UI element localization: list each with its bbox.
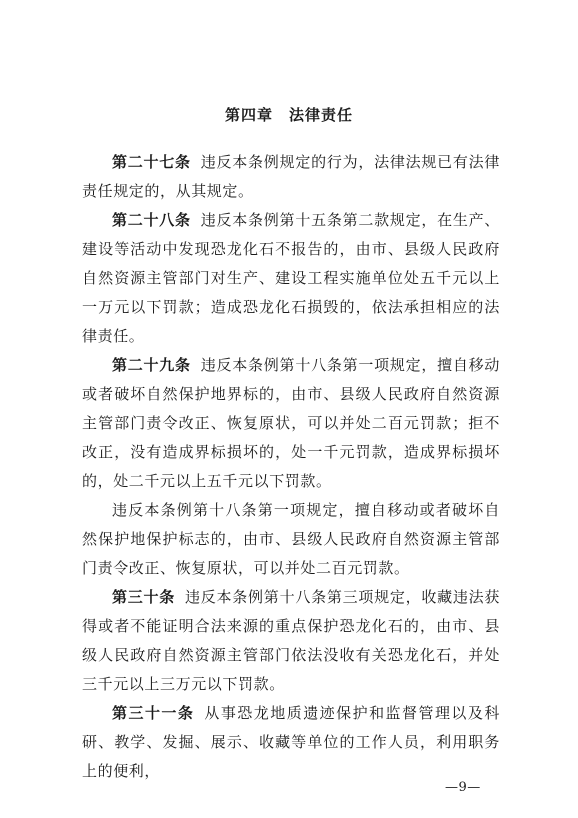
article-number: 第二十七条 [112,153,191,171]
paragraph-article-28 [82,206,500,351]
paragraph-article-27 [82,148,500,206]
article-text: 违反本条例第十五条第二款规定，在生产、建设等活动中发现恐龙化石不报告的，由市、县级人民政府自然资源主管部门对生产、建设工程实施单位处五千元以上一万元以下罚款；造成恐龙化石损毁的，依法承担相应的法律责任。 [82,211,500,345]
article-number: 第三十条 [112,588,176,606]
article-text: 违反本条例第十八条第一项规定，擅自移动或者破坏自然保护地保护标志的，由市、县级人民政府自然资源主管部门责令改正、恢复原状，可以并处二百元罚款。 [82,501,500,577]
article-number: 第二十九条 [112,356,191,374]
article-text: 违反本条例规定的行为，法律法规已有法律责任规定的，从其规定。 [82,153,500,200]
chapter-title: 第四章 法律责任 [224,106,353,124]
article-text: 违反本条例第十八条第三项规定，收藏违法获得或者不能证明合法来源的重点保护恐龙化石的，由市、县级人民政府自然资源主管部门依法没收有关恐龙化石，并处三千元以上三万元以下罚款。 [82,588,500,693]
article-text: 违反本条例第十八条第一项规定，擅自移动或者破坏自然保护地界标的，由市、县级人民政府自然资源主管部门责令改正、恢复原状，可以并处二百元罚款；拒不改正，没有造成界标损坏的，处一千元罚款，造成界标损坏的，处二千元以上五千元以下罚款。 [82,356,500,490]
page-number: —9— [445,780,481,795]
document-body [82,148,500,786]
article-text: 从事恐龙地质遗迹保护和监督管理以及科研、教学、发掘、展示、收藏等单位的工作人员，利用职务上的便利， [82,704,500,780]
article-number: 第二十八条 [112,211,191,229]
paragraph-article-31 [82,699,500,786]
article-number: 第三十一条 [112,704,195,722]
paragraph-article-30 [82,583,500,699]
paragraph-article-29-second-clause [82,496,500,583]
paragraph-article-29 [82,351,500,496]
